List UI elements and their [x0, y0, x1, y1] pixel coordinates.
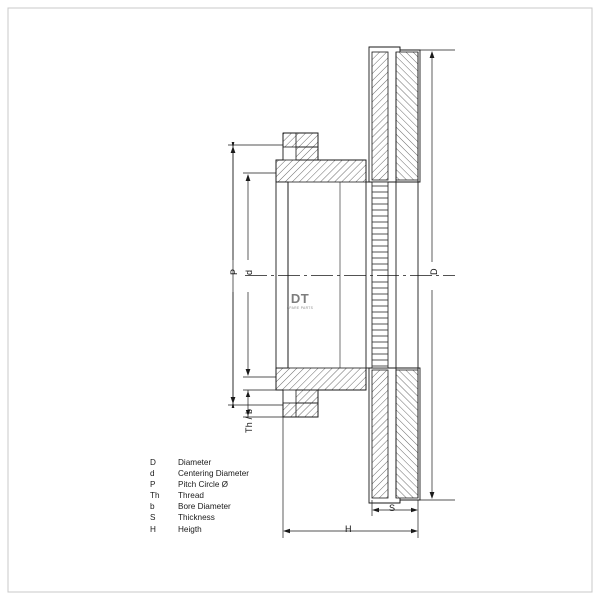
legend-description: Heigth: [178, 524, 202, 534]
legend-description: Diameter: [178, 458, 212, 467]
legend-symbol: H: [150, 524, 156, 534]
legend-description: Thread: [178, 491, 204, 501]
legend-description: Centering Diameter: [178, 469, 249, 479]
legend-row: [150, 457, 249, 468]
watermark-sub-text: SPARE PARTS: [286, 306, 314, 310]
dimension-label-D-right: D: [429, 268, 439, 275]
legend-row: [150, 501, 249, 512]
legend-description: Pitch Circle Ø: [178, 480, 229, 490]
legend-symbol: d: [150, 469, 155, 479]
dimension-lines: [228, 50, 455, 538]
legend-row: [150, 524, 249, 535]
disc-body: [276, 47, 420, 503]
dimension-label-P: P: [229, 268, 239, 275]
legend-row: [150, 490, 249, 501]
legend-row: [150, 479, 249, 490]
legend-row: [150, 468, 249, 479]
legend-row: [150, 512, 249, 523]
legend-symbol: P: [150, 480, 156, 490]
legend: [150, 457, 249, 535]
watermark-main-text: DT: [290, 291, 310, 306]
dimension-label-H: H: [345, 524, 352, 534]
legend-symbol: b: [150, 502, 155, 512]
dt-watermark: [278, 292, 322, 318]
dimension-label-Th-b: Th / b: [244, 408, 254, 433]
dimension-label-d: d: [244, 269, 254, 275]
legend-symbol: S: [150, 513, 156, 523]
legend-description: Bore Diameter: [178, 502, 231, 512]
legend-description: Thickness: [178, 513, 215, 523]
legend-symbol: Th: [150, 491, 160, 501]
dimension-label-S: S: [389, 503, 396, 513]
legend-symbol: D: [150, 458, 156, 467]
